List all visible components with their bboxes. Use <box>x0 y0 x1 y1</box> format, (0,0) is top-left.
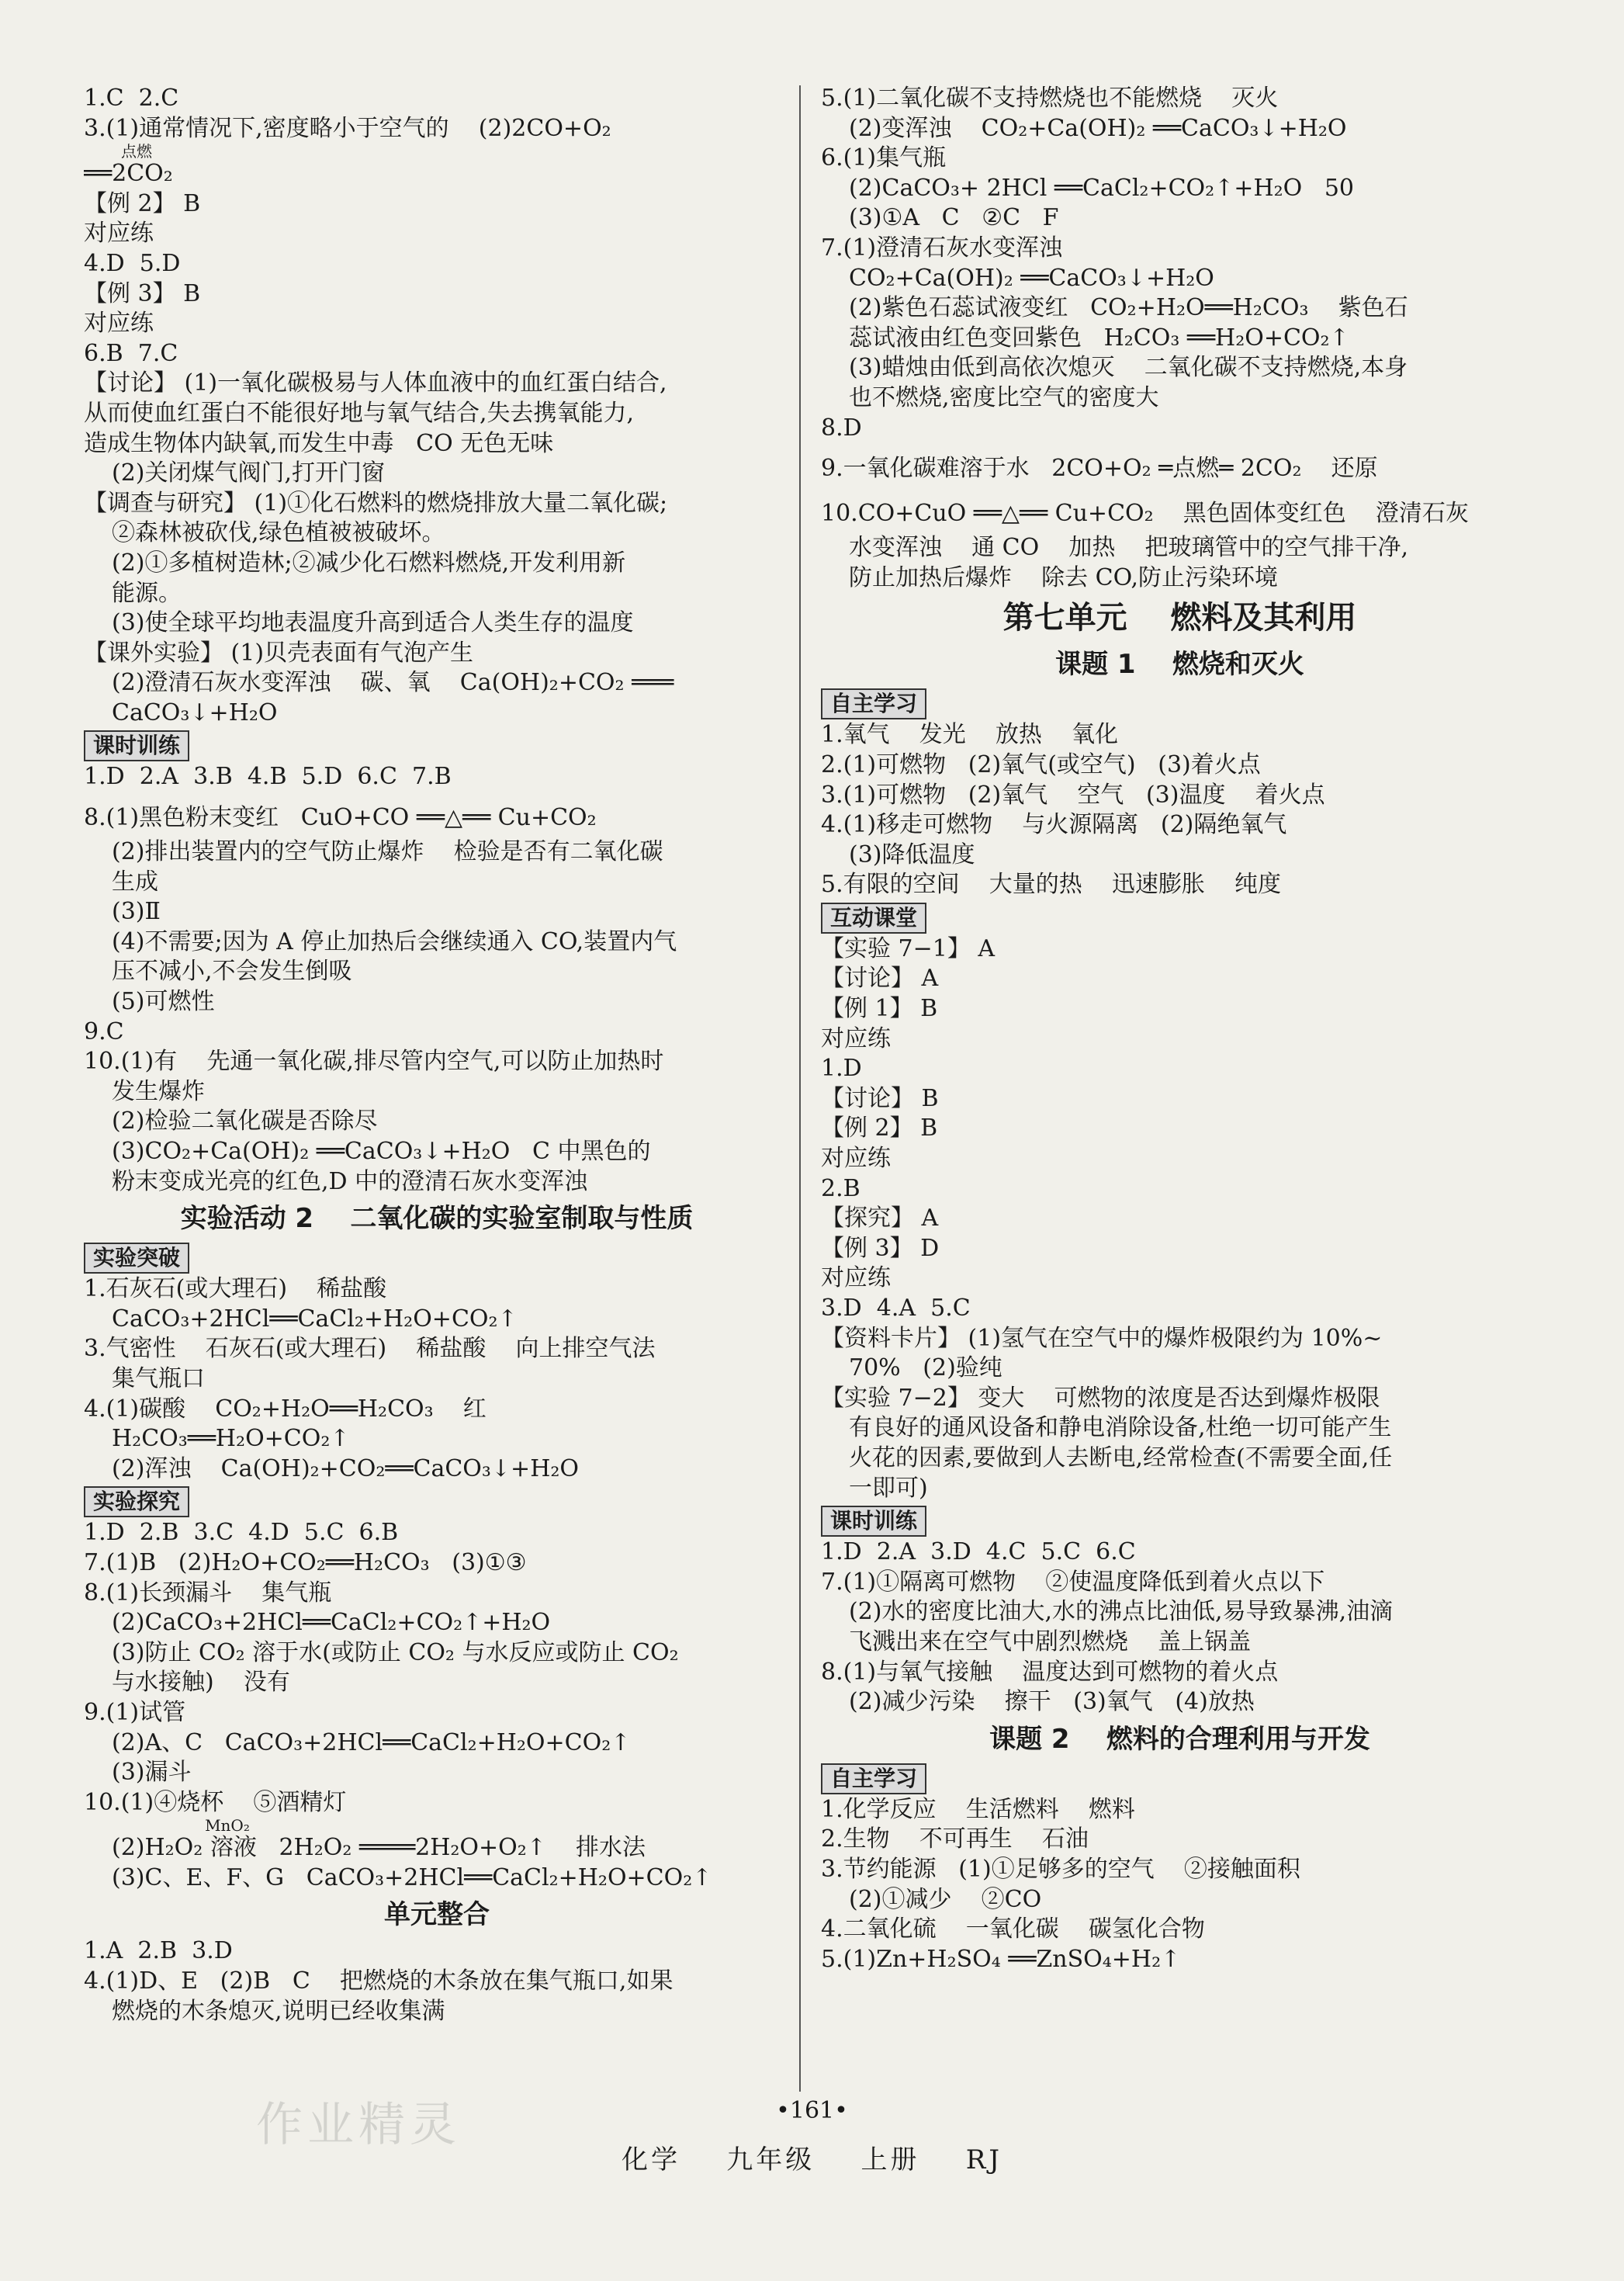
answer-line: 3.气密性 石灰石(或大理石) 稀盐酸 向上排空气法 <box>84 1335 656 1363</box>
answer-line: 2.(1)可燃物 (2)氧气(或空气) (3)着火点 <box>821 751 1261 778</box>
watermark: 作业精灵 <box>256 2098 461 2152</box>
section-tag-row <box>84 1484 790 1518</box>
answer-line: CaCO₃↓+H₂O <box>112 699 278 726</box>
answer-line: 【资料卡片】 (1)氢气在空气中的爆炸极限约为 10%~ <box>821 1324 1383 1352</box>
answer-line: (2)浑浊 Ca(OH)₂+CO₂══CaCO₃↓+H₂O <box>112 1454 579 1482</box>
answer-line: 10.CO+CuO ══△══ Cu+CO₂ 黑色固体变红色 澄清石灰 <box>821 500 1469 528</box>
section-tag: 自主学习 <box>821 1763 926 1794</box>
right-column <box>821 84 1539 1974</box>
answer-line: 7.(1)B (2)H₂O+CO₂══H₂CO₃ (3)①③ <box>84 1548 527 1576</box>
answer-line: 10.(1)有 先通一氧化碳,排尽管内空气,可以防止加热时 <box>84 1048 664 1076</box>
answer-line: (2)CaCO₃+ 2HCl ══CaCl₂+CO₂↑+H₂O 50 <box>849 174 1355 202</box>
section-tag-row <box>821 900 1539 934</box>
answer-line: 8.(1)长颈漏斗 集气瓶 <box>84 1579 332 1607</box>
answer-line: (4)不需要;因为 A 停止加热后会继续通入 CO,装置内气 <box>112 927 677 955</box>
answer-line: 1.D <box>821 1055 862 1083</box>
section-tag: 互动课堂 <box>821 903 926 934</box>
answer-line: 【讨论】 A <box>821 965 939 993</box>
answer-line: 9.一氧化碳难溶于水 2CO+O₂ ═点燃═ 2CO₂ 还原 <box>821 455 1378 483</box>
answer-line: 粉末变成光亮的红色,D 中的澄清石灰水变浑浊 <box>112 1167 588 1195</box>
answer-line: (2)H₂O₂ 溶液 2H₂O₂ ════2H₂O+O₂↑ 排水法 <box>112 1834 646 1862</box>
answer-line: 发生爆炸 <box>112 1077 205 1105</box>
answer-line: 【实验 7−1】 A <box>821 934 996 962</box>
answer-line: 5.(1)二氧化碳不支持燃烧也不能燃烧 灭火 <box>821 85 1279 112</box>
section-heading: 实验活动 2 二氧化碳的实验室制取与性质 <box>180 1203 694 1235</box>
answer-line: (2)①减少 ②CO <box>849 1885 1042 1913</box>
section-tag-row <box>84 1240 790 1274</box>
answer-line: 4.二氧化硫 一氧化碳 碳氢化合物 <box>821 1915 1205 1943</box>
answer-line: 【讨论】 B <box>821 1084 939 1112</box>
answer-line: (2)检验二氧化碳是否除尽 <box>112 1108 378 1135</box>
section-tag: 自主学习 <box>821 688 926 719</box>
answer-line: 8.(1)黑色粉末变红 CuO+CO ══△══ Cu+CO₂ <box>84 804 597 832</box>
answer-line: 3.(1)通常情况下,密度略小于空气的 (2)2CO+O₂ <box>84 114 611 142</box>
answer-line: 1.D 2.A 3.B 4.B 5.D 6.C 7.B <box>84 763 452 791</box>
answer-line: 1.D 2.B 3.C 4.D 5.C 6.B <box>84 1519 399 1547</box>
answer-line: 能源。 <box>112 579 182 607</box>
answer-line: (5)可燃性 <box>112 988 215 1016</box>
page-number: •161• <box>776 2097 848 2124</box>
answer-line: H₂CO₃══H₂O+CO₂↑ <box>112 1425 350 1453</box>
answer-line: (2)A、C CaCO₃+2HCl══CaCl₂+H₂O+CO₂↑ <box>112 1728 631 1756</box>
answer-line: 【讨论】 (1)一氧化碳极易与人体血液中的血红蛋白结合, <box>84 369 667 397</box>
answer-line: (2)紫色石蕊试液变红 CO₂+H₂O══H₂CO₃ 紫色石 <box>849 294 1408 322</box>
answer-line: 5.(1)Zn+H₂SO₄ ══ZnSO₄+H₂↑ <box>821 1945 1181 1973</box>
answer-line: (3)防止 CO₂ 溶于水(或防止 CO₂ 与水反应或防止 CO₂ <box>112 1638 679 1666</box>
answer-line: 5.有限的空间 大量的热 迅速膨胀 纯度 <box>821 871 1282 899</box>
answer-line: 1.氧气 发光 放热 氧化 <box>821 721 1119 749</box>
answer-line: 70% (2)验纯 <box>849 1354 1002 1382</box>
answer-line: 对应练 <box>821 1264 891 1292</box>
answer-line: 3.(1)可燃物 (2)氧气 空气 (3)温度 着火点 <box>821 781 1325 809</box>
answer-line: (2)变浑浊 CO₂+Ca(OH)₂ ══CaCO₃↓+H₂O <box>849 114 1347 142</box>
answer-line: 有良好的通风设备和静电消除设备,杜绝一切可能产生 <box>849 1414 1392 1442</box>
answer-line: 3.节约能源 (1)①足够多的空气 ②接触面积 <box>821 1855 1300 1883</box>
answer-line: (2)关闭煤气阀门,打开门窗 <box>112 459 386 487</box>
answer-line: 从而使血红蛋白不能很好地与氧气结合,失去携氧能力, <box>84 399 635 427</box>
answer-line: (3)CO₂+Ca(OH)₂ ══CaCO₃↓+H₂O C 中黑色的 <box>112 1138 651 1165</box>
answer-line: CO₂+Ca(OH)₂ ══CaCO₃↓+H₂O <box>849 264 1214 292</box>
answer-line: ══2CO₂ <box>84 160 173 188</box>
answer-line: (2)澄清石灰水变浑浊 碳、氧 Ca(OH)₂+CO₂ ═══ <box>112 669 674 697</box>
answer-line: (3)C、E、F、G CaCO₃+2HCl══CaCl₂+H₂O+CO₂↑ <box>112 1863 712 1891</box>
answer-line: 对应练 <box>821 1145 891 1173</box>
answer-line: 也不燃烧,密度比空气的密度大 <box>849 383 1159 411</box>
answer-line: 与水接触) 没有 <box>112 1669 290 1697</box>
answer-line: (2)①多植树造林;②减少化石燃料燃烧,开发利用新 <box>112 549 626 577</box>
answer-line: (3)Ⅱ <box>112 898 161 926</box>
answer-line: 【实验 7−2】 变大 可燃物的浓度是否达到爆炸极限 <box>821 1384 1380 1412</box>
left-column <box>84 84 790 2026</box>
answer-line: (2)CaCO₃+2HCl══CaCl₂+CO₂↑+H₂O <box>112 1609 551 1637</box>
answer-line: 6.B 7.C <box>84 339 178 367</box>
section-tag: 课时训练 <box>821 1506 926 1537</box>
answer-line: (3)使全球平均地表温度升高到适合人类生存的温度 <box>112 609 634 637</box>
answer-line: 7.(1)澄清石灰水变浑浊 <box>821 234 1063 262</box>
unit-heading: 第七单元 燃料及其利用 <box>1002 600 1357 636</box>
answer-line: 1.A 2.B 3.D <box>84 1937 233 1965</box>
answer-line: 【调查与研究】 (1)①化石燃料的燃烧排放大量二氧化碳; <box>84 489 668 517</box>
answer-line: 3.D 4.A 5.C <box>821 1295 971 1322</box>
section-tag: 课时训练 <box>84 730 189 761</box>
answer-line: 2.生物 不可再生 石油 <box>821 1825 1089 1853</box>
answer-line: 9.C <box>84 1017 124 1045</box>
answer-line: 4.(1)移走可燃物 与火源隔离 (2)隔绝氧气 <box>821 811 1287 839</box>
answer-line: 燃烧的木条熄灭,说明已经收集满 <box>112 1997 445 2025</box>
answer-line: 4.D 5.D <box>84 249 181 277</box>
answer-line: (3)蜡烛由低到高依次熄灭 二氧化碳不支持燃烧,本身 <box>849 354 1408 382</box>
answer-line: CaCO₃+2HCl══CaCl₂+H₂O+CO₂↑ <box>112 1305 518 1333</box>
answer-line: (2)排出装置内的空气防止爆炸 检验是否有二氧化碳 <box>112 838 663 866</box>
answer-line: 防止加热后爆炸 除去 CO,防止污染环境 <box>849 563 1279 591</box>
answer-line: (3)漏斗 <box>112 1759 192 1787</box>
answer-line: 【例 1】 B <box>821 995 938 1023</box>
answer-line: 【课外实验】 (1)贝壳表面有气泡产生 <box>84 639 474 667</box>
answer-line: 飞溅出来在空气中剧烈燃烧 盖上锅盖 <box>849 1628 1252 1655</box>
answer-line: (3)①A C ②C F <box>849 204 1059 232</box>
answer-line: (3)降低温度 <box>849 841 975 868</box>
section-heading: 单元整合 <box>384 1899 490 1931</box>
answer-line: 集气瓶口 <box>112 1364 205 1392</box>
answer-line: 水变浑浊 通 CO 加热 把玻璃管中的空气排干净, <box>849 534 1409 562</box>
answer-line: (2)减少污染 擦干 (3)氧气 (4)放热 <box>849 1688 1255 1716</box>
answer-line: 4.(1)碳酸 CO₂+H₂O══H₂CO₃ 红 <box>84 1395 487 1423</box>
answer-line: 4.(1)D、E (2)B C 把燃烧的木条放在集气瓶口,如果 <box>84 1967 673 1995</box>
section-heading: 课题 2 燃料的合理利用与开发 <box>989 1723 1370 1755</box>
answer-line: 1.D 2.A 3.D 4.C 5.C 6.C <box>821 1538 1136 1566</box>
answer-line: 【例 2】 B <box>821 1115 938 1142</box>
answer-line: 火花的因素,要做到人去断电,经常检查(不需要全面,任 <box>849 1444 1393 1472</box>
answer-line: 【例 3】 B <box>84 279 201 307</box>
answer-line: 8.D <box>821 414 862 442</box>
answer-line: 9.(1)试管 <box>84 1698 186 1726</box>
answer-line: 生成 <box>112 868 158 896</box>
section-tag: 实验探究 <box>84 1486 189 1517</box>
answer-line: 1.石灰石(或大理石) 稀盐酸 <box>84 1275 387 1303</box>
section-tag-row <box>821 1503 1539 1537</box>
answer-line: 对应练 <box>821 1024 891 1052</box>
section-heading: 课题 1 燃烧和灭火 <box>1055 649 1304 681</box>
answer-line: 对应练 <box>84 220 154 248</box>
section-tag-row <box>821 1761 1539 1795</box>
answer-line: 1.C 2.C <box>84 85 179 112</box>
reaction-condition: MnO₂ <box>121 1816 250 1836</box>
answer-line: 【探究】 A <box>821 1205 939 1232</box>
answer-line: 1.化学反应 生活燃料 燃料 <box>821 1795 1135 1823</box>
answer-line: 对应练 <box>84 310 154 338</box>
answer-line: 蕊试液由红色变回紫色 H₂CO₃ ══H₂O+CO₂↑ <box>849 324 1349 352</box>
column-divider <box>799 85 801 2092</box>
section-tag-row <box>84 728 790 762</box>
answer-line: 【例 2】 B <box>84 189 201 217</box>
answer-line: 2.B <box>821 1174 860 1202</box>
answer-line: (2)水的密度比油大,水的沸点比油低,易导致暴沸,油滴 <box>849 1598 1394 1626</box>
answer-line: 6.(1)集气瓶 <box>821 144 947 172</box>
answer-line: 压不减小,不会发生倒吸 <box>112 958 352 986</box>
answer-line: 一即可) <box>849 1474 928 1502</box>
section-tag: 实验突破 <box>84 1243 189 1274</box>
reaction-condition: 点燃 <box>121 142 152 161</box>
answer-line: ②森林被砍伐,绿色植被被破坏。 <box>112 519 445 547</box>
answer-line: 8.(1)与氧气接触 温度达到可燃物的着火点 <box>821 1658 1279 1686</box>
answer-line: 10.(1)④烧杯 ⑤酒精灯 <box>84 1788 347 1816</box>
answer-line: 造成生物体内缺氧,而发生中毒 CO 无色无味 <box>84 429 554 457</box>
answer-line: 7.(1)①隔离可燃物 ②使温度降低到着火点以下 <box>821 1568 1325 1596</box>
section-tag-row <box>821 686 1539 720</box>
book-subtitle: 化学 九年级 上册 RJ <box>622 2144 1002 2175</box>
answer-line: 【例 3】 D <box>821 1234 940 1262</box>
